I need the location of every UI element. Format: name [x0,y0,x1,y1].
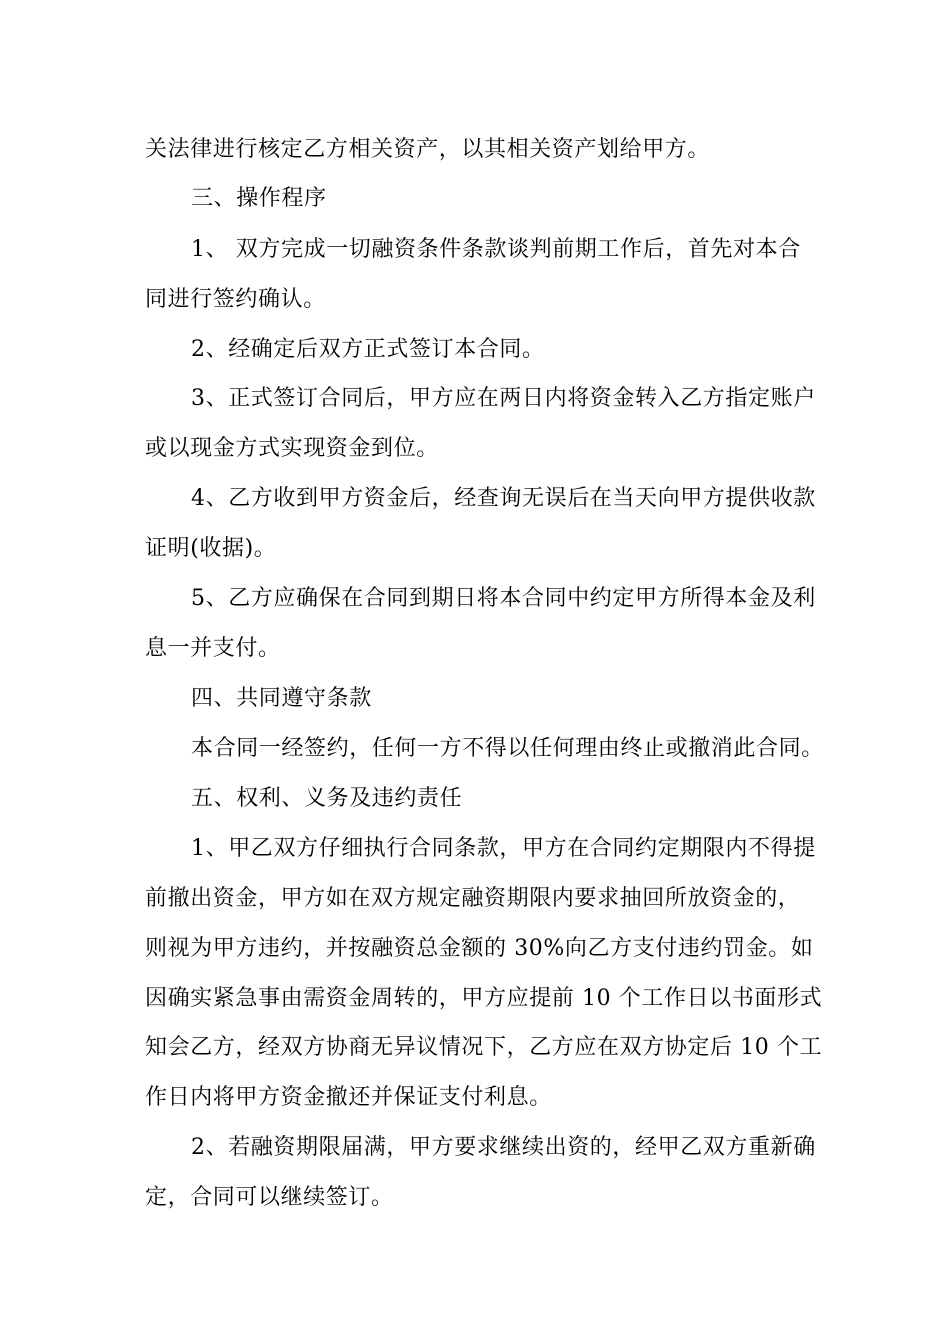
paragraph-line: 1、 双方完成一切融资条件条款谈判前期工作后，首先对本合 [191,237,801,262]
paragraph-line: 同进行签约确认。 [145,287,326,312]
paragraph-line: 4、乙方收到甲方资金后，经查询无误后在当天向甲方提供收款 [191,486,816,511]
section-heading-rights-obligations: 五、权利、义务及违约责任 [191,786,463,811]
paragraph-line: 3、正式签订合同后，甲方应在两日内将资金转入乙方指定账户 [191,386,816,411]
paragraph-line: 知会乙方，经双方协商无异议情况下，乙方应在双方协定后 10 个工 [145,1035,823,1060]
paragraph-line: 2、经确定后双方正式签订本合同。 [191,337,545,362]
paragraph-line: 关法律进行核定乙方相关资产，以其相关资产划给甲方。 [145,137,711,162]
paragraph-line: 或以现金方式实现资金到位。 [145,436,439,461]
paragraph-line: 前撤出资金，甲方如在双方规定融资期限内要求抽回所放资金的， [145,886,801,911]
paragraph-line: 定，合同可以继续签订。 [145,1185,394,1210]
paragraph-line: 5、乙方应确保在合同到期日将本合同中约定甲方所得本金及利 [191,586,816,611]
paragraph-line: 因确实紧急事由需资金周转的，甲方应提前 10 个工作日以书面形式 [145,986,823,1011]
section-heading-procedure: 三、操作程序 [191,186,327,211]
paragraph-line: 则视为甲方违约，并按融资总金额的 30%向乙方支付违约罚金。如 [145,936,814,961]
paragraph-line: 1、甲乙双方仔细执行合同条款，甲方在合同约定期限内不得提 [191,836,816,861]
paragraph-line: 作日内将甲方资金撤还并保证支付利息。 [145,1085,552,1110]
paragraph-line: 2、若融资期限届满，甲方要求继续出资的，经甲乙双方重新确 [191,1135,816,1160]
paragraph-line: 息一并支付。 [145,636,281,661]
section-heading-common-terms: 四、共同遵守条款 [191,686,372,711]
paragraph-line: 本合同一经签约，任何一方不得以任何理由终止或撤消此合同。 [191,736,824,761]
paragraph-line: 证明(收据)。 [145,536,277,561]
